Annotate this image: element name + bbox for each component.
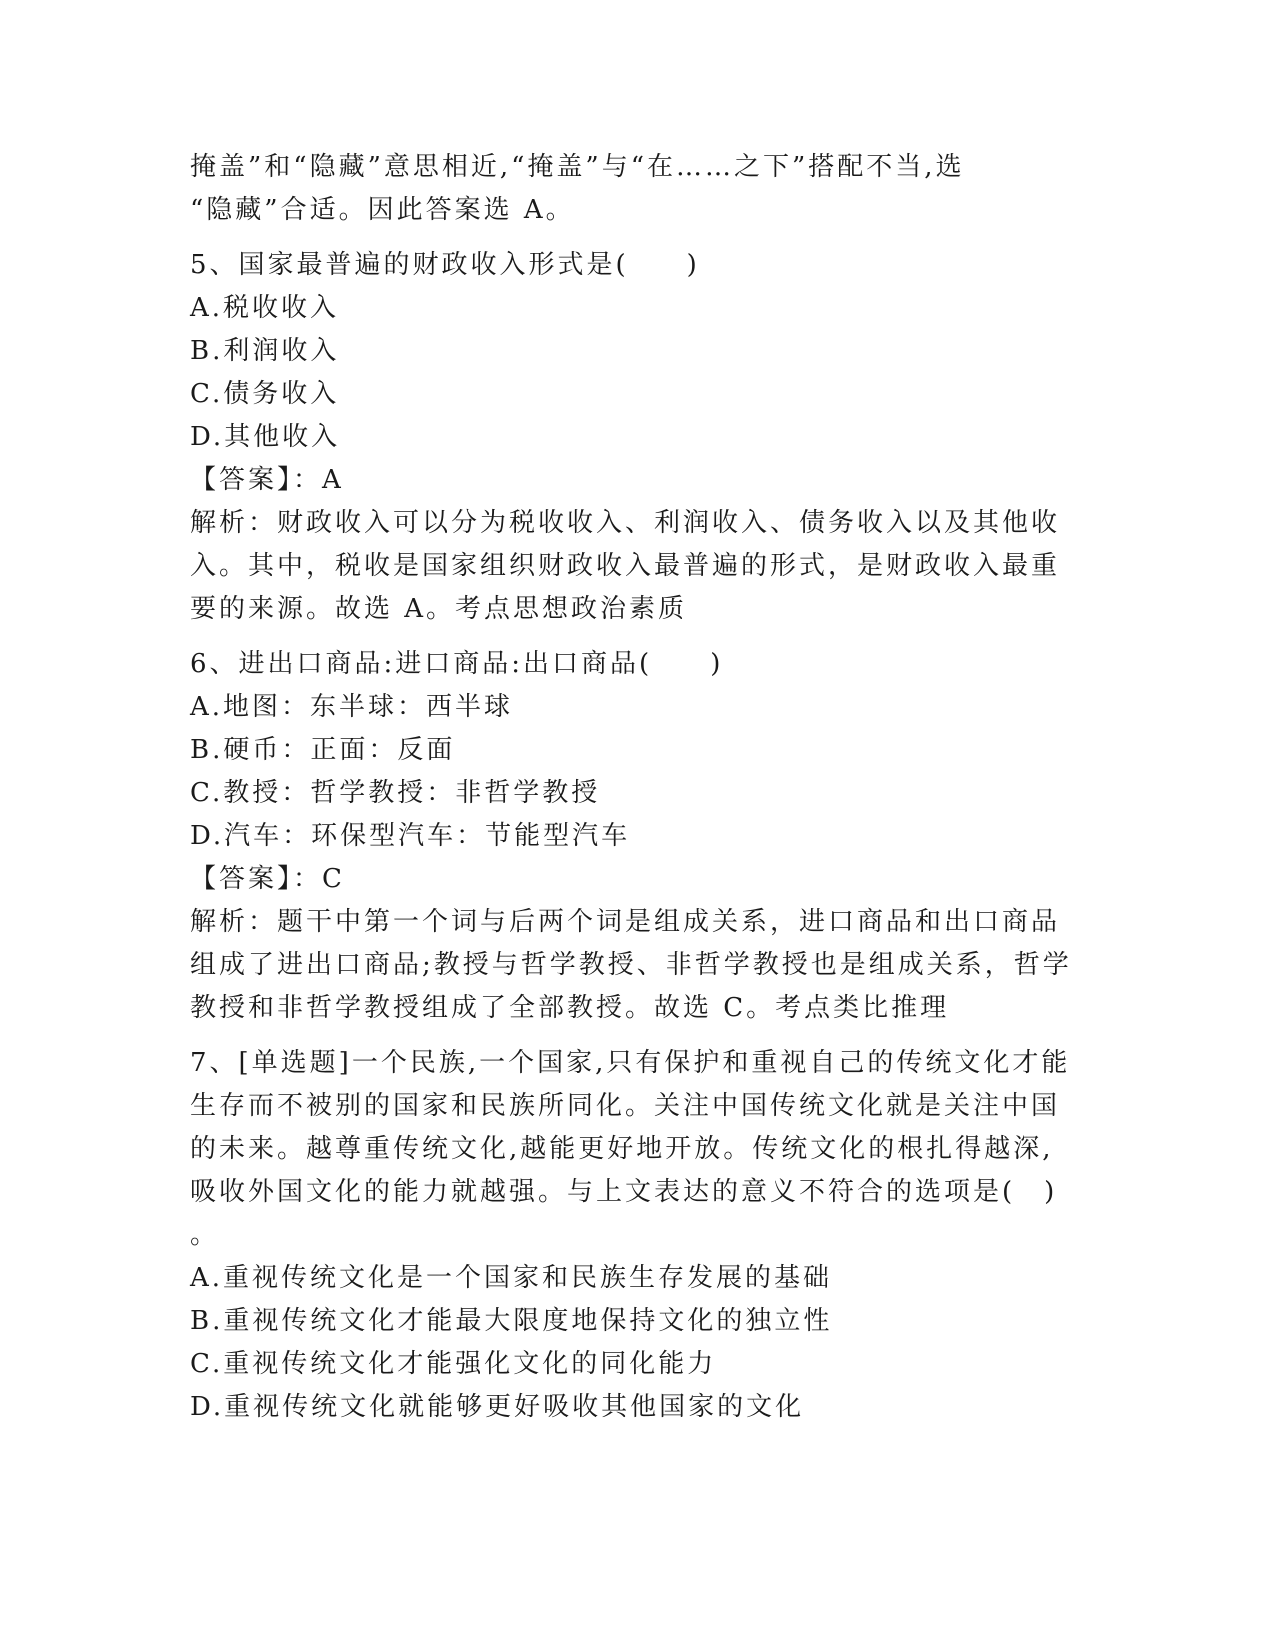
answer-label: 【答案】：A [190, 465, 344, 495]
document-page [190, 146, 1080, 1429]
explanation-line: 要的来源。故选 A。考点思想政治素质 [190, 594, 688, 624]
explanation-line: 解析：财政收入可以分为税收收入、利润收入、债务收入以及其他收 [190, 508, 1061, 538]
question-text: 7、[单选题]一个民族,一个国家,只有保护和重视自己的传统文化才能 [190, 1048, 1071, 1078]
explanation-line: 教授和非哲学教授组成了全部教授。故选 C。考点类比推理 [190, 993, 950, 1023]
question-text: 的未来。越尊重传统文化,越能更好地开放。传统文化的根扎得越深, [190, 1134, 1054, 1164]
option-d: D.重视传统文化就能够更好吸收其他国家的文化 [190, 1392, 805, 1422]
option-a: A.重视传统文化是一个国家和民族生存发展的基础 [190, 1263, 833, 1293]
question-text: 。 [190, 1220, 220, 1250]
explanation-line: 组成了进出口商品;教授与哲学教授、非哲学教授也是组成关系，哲学 [190, 950, 1072, 980]
question-5 [190, 244, 1080, 631]
question-text: 5、国家最普遍的财政收入形式是( ) [190, 250, 700, 280]
explanation-line: 掩盖”和“隐藏”意思相近,“掩盖”与“在……之下”搭配不当,选 [190, 152, 965, 182]
option-c: C.债务收入 [190, 379, 340, 409]
option-c: C.教授：哲学教授：非哲学教授 [190, 778, 601, 808]
question-text: 生存而不被别的国家和民族所同化。关注中国传统文化就是关注中国 [190, 1091, 1061, 1121]
answer-label: 【答案】：C [190, 864, 345, 894]
option-a: A.地图：东半球：西半球 [190, 692, 514, 722]
explanation-line: “隐藏”合适。因此答案选 A。 [190, 195, 575, 225]
option-c: C.重视传统文化才能强化文化的同化能力 [190, 1349, 717, 1379]
option-b: B.利润收入 [190, 336, 340, 366]
option-b: B.硬币：正面：反面 [190, 735, 456, 765]
explanation-line: 入。其中，税收是国家组织财政收入最普遍的形式，是财政收入最重 [190, 551, 1061, 581]
explanation-line: 解析：题干中第一个词与后两个词是组成关系，进口商品和出口商品 [190, 907, 1061, 937]
question-6 [190, 643, 1080, 1030]
option-d: D.汽车：环保型汽车：节能型汽车 [190, 821, 631, 851]
previous-explanation [190, 146, 1080, 232]
question-text: 吸收外国文化的能力就越强。与上文表达的意义不符合的选项是( ) [190, 1177, 1058, 1207]
option-d: D.其他收入 [190, 422, 341, 452]
option-b: B.重视传统文化才能最大限度地保持文化的独立性 [190, 1306, 833, 1336]
question-7 [190, 1042, 1080, 1429]
option-a: A.税收收入 [190, 293, 340, 323]
question-text: 6、进出口商品:进口商品:出口商品( ) [190, 649, 724, 679]
